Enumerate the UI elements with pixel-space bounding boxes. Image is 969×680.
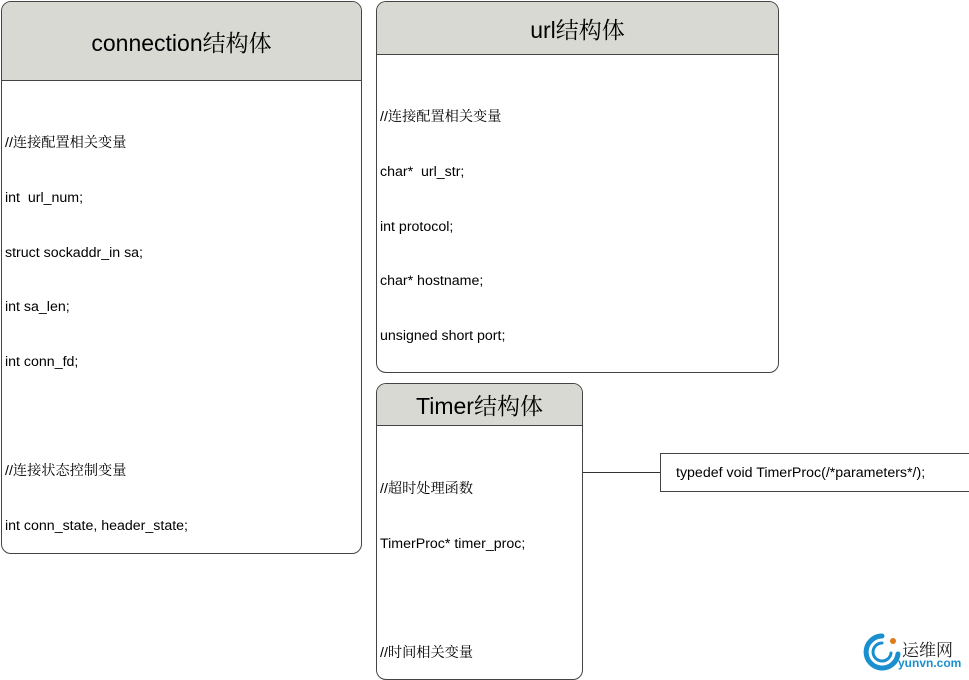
field-line: //连接状态控制变量 [5,462,127,479]
connection-struct-box [1,1,362,554]
field-line: TimerProc* timer_proc; [380,536,526,552]
field-line: struct sockaddr_in sa; [5,244,143,261]
field-line: int conn_fd; [5,353,79,370]
url-struct-fields [377,55,778,373]
field-line: int conn_state, header_state; [5,517,188,534]
timer-struct-title: Timer结构体 [377,384,582,426]
timerproc-connector-line [583,472,660,473]
field-line: //时间相关变量 [380,645,474,662]
field-line: char* url_str; [380,164,465,180]
connection-struct-fields [2,81,361,554]
timer-struct-fields [377,426,582,680]
logo-chinese-text: 运维网 [902,641,953,660]
field-line: char* hostname; [380,273,484,290]
field-line: int url_num; [5,190,84,206]
connection-struct-title: connection结构体 [2,2,361,81]
field-line: int sa_len; [5,299,70,316]
site-logo [862,632,966,676]
field-line: int protocol; [380,218,454,235]
field-line: unsigned short port; [380,327,506,344]
field-line: //超时处理函数 [380,481,474,498]
field-line: //连接配置相关变量 [380,109,502,126]
typedef-note-box [660,453,969,492]
url-struct-box [376,1,779,373]
url-struct-title: url结构体 [377,2,778,55]
typedef-text: typedef void TimerProc(/*parameters*/); [676,464,926,481]
field-line: //连接配置相关变量 [5,135,127,152]
swirl-logo-icon [862,632,902,672]
timer-struct-box [376,383,583,680]
logo-domain-text: yunvn.com [898,656,962,670]
